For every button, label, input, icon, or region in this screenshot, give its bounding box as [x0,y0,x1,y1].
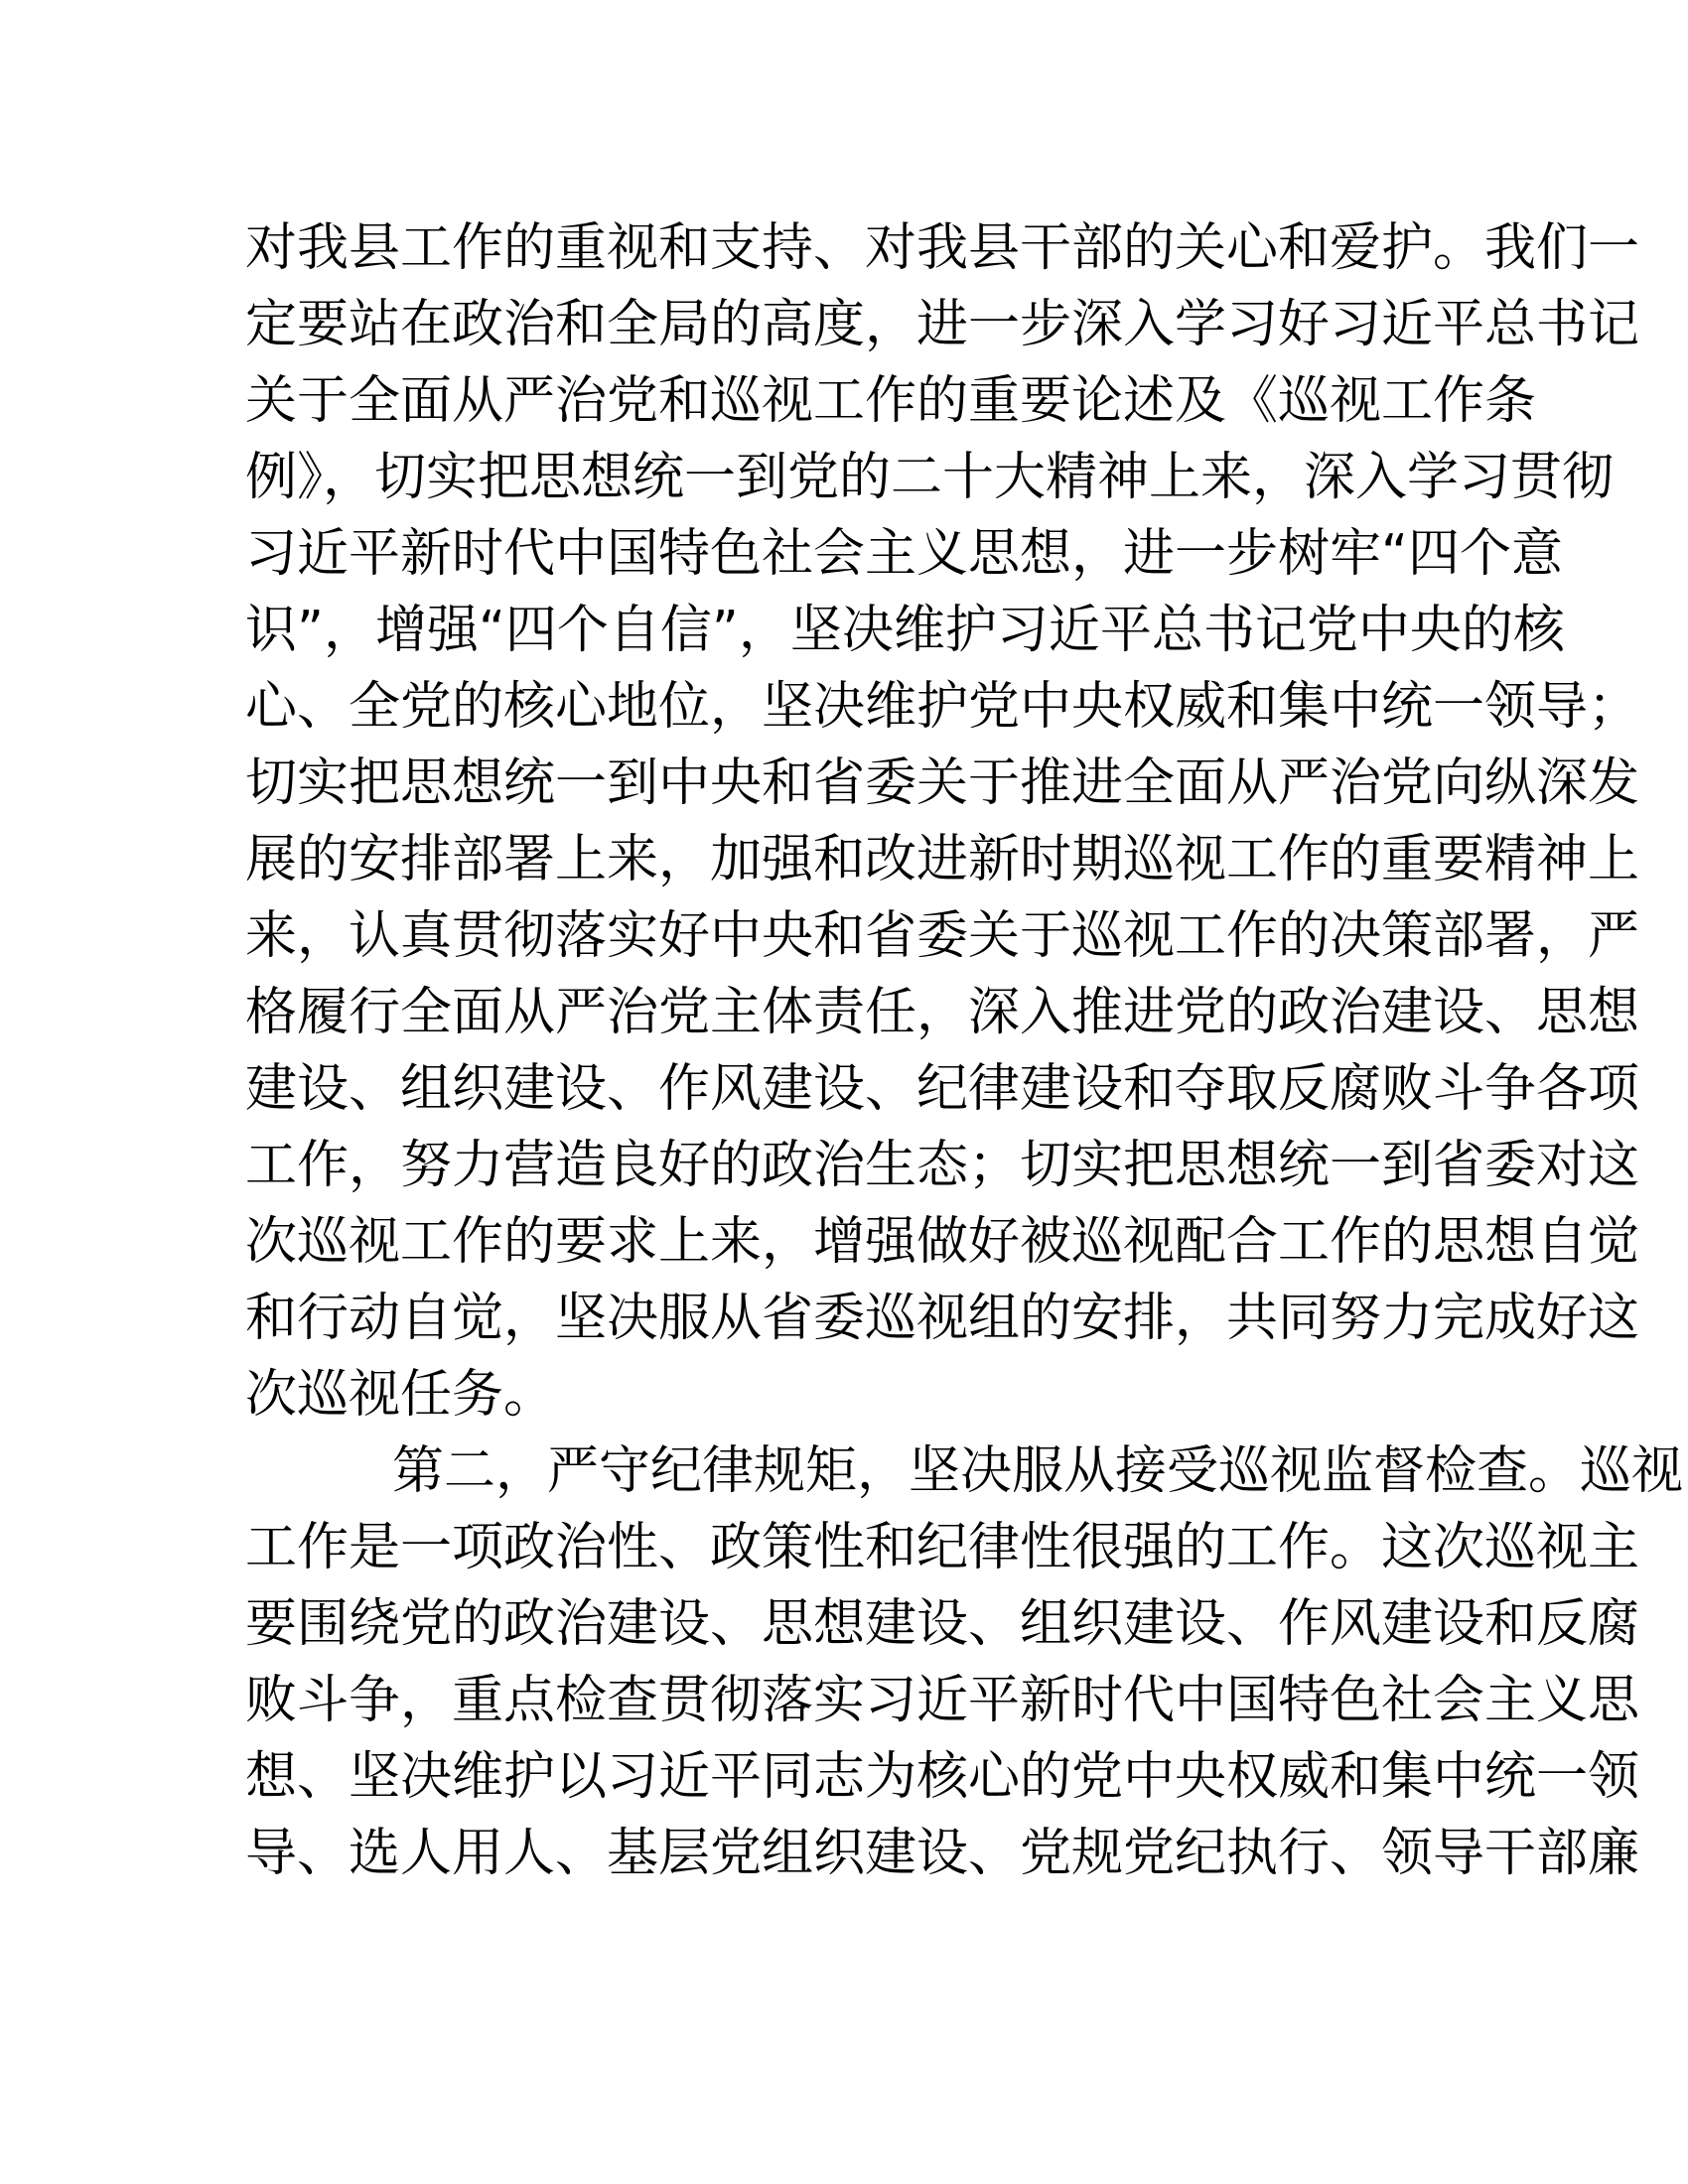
paragraph-1 [245,210,1640,1433]
text-line: 第二，严守纪律规矩，坚决服从接受巡视监督检查。巡视 [392,1441,1684,1501]
paragraph-2 [245,1433,1684,1892]
text-line: 和行动自觉，坚决服从省委巡视组的安排，共同努力完成好这 [245,1289,1640,1348]
text-line: 建设、组织建设、作风建设、纪律建设和夺取反腐败斗争各项 [245,1059,1640,1119]
text-line: 要围绕党的政治建设、思想建设、组织建设、作风建设和反腐 [245,1594,1640,1654]
text-line: 格履行全面从严治党主体责任，深入推进党的政治建设、思想 [245,983,1640,1042]
text-line: 展的安排部署上来，加强和改进新时期巡视工作的重要精神上 [245,830,1640,889]
text-line: 关于全面从严治党和巡视工作的重要论述及《巡视工作条 [245,371,1537,431]
text-line: 工作，努力营造良好的政治生态；切实把思想统一到省委对这 [245,1136,1640,1195]
text-line: 识”，增强“四个自信”，坚决维护习近平总书记党中央的核 [245,601,1565,660]
text-line: 心、全党的核心地位，坚决维护党中央权威和集中统一领导； [245,677,1640,737]
document-page [245,210,1684,1892]
text-line: 次巡视任务。 [245,1365,556,1425]
text-line: 来，认真贯彻落实好中央和省委关于巡视工作的决策部署，严 [245,906,1640,966]
text-line: 习近平新时代中国特色社会主义思想，进一步树牢“四个意 [245,524,1563,584]
text-line: 切实把思想统一到中央和省委关于推进全面从严治党向纵深发 [245,753,1640,813]
text-line: 对我县工作的重视和支持、对我县干部的关心和爱护。我们一 [245,218,1640,278]
text-line: 例》，切实把思想统一到党的二十大精神上来，深入学习贯彻 [245,448,1615,507]
text-line: 想、坚决维护以习近平同志为核心的党中央权威和集中统一领 [245,1747,1640,1807]
text-line: 导、选人用人、基层党组织建设、党规党纪执行、领导干部廉 [245,1824,1640,1883]
text-line: 定要站在政治和全局的高度，进一步深入学习好习近平总书记 [245,295,1640,354]
text-line: 败斗争，重点检查贯彻落实习近平新时代中国特色社会主义思 [245,1671,1640,1730]
text-line: 工作是一项政治性、政策性和纪律性很强的工作。这次巡视主 [245,1518,1640,1577]
text-line: 次巡视工作的要求上来，增强做好被巡视配合工作的思想自觉 [245,1212,1640,1272]
